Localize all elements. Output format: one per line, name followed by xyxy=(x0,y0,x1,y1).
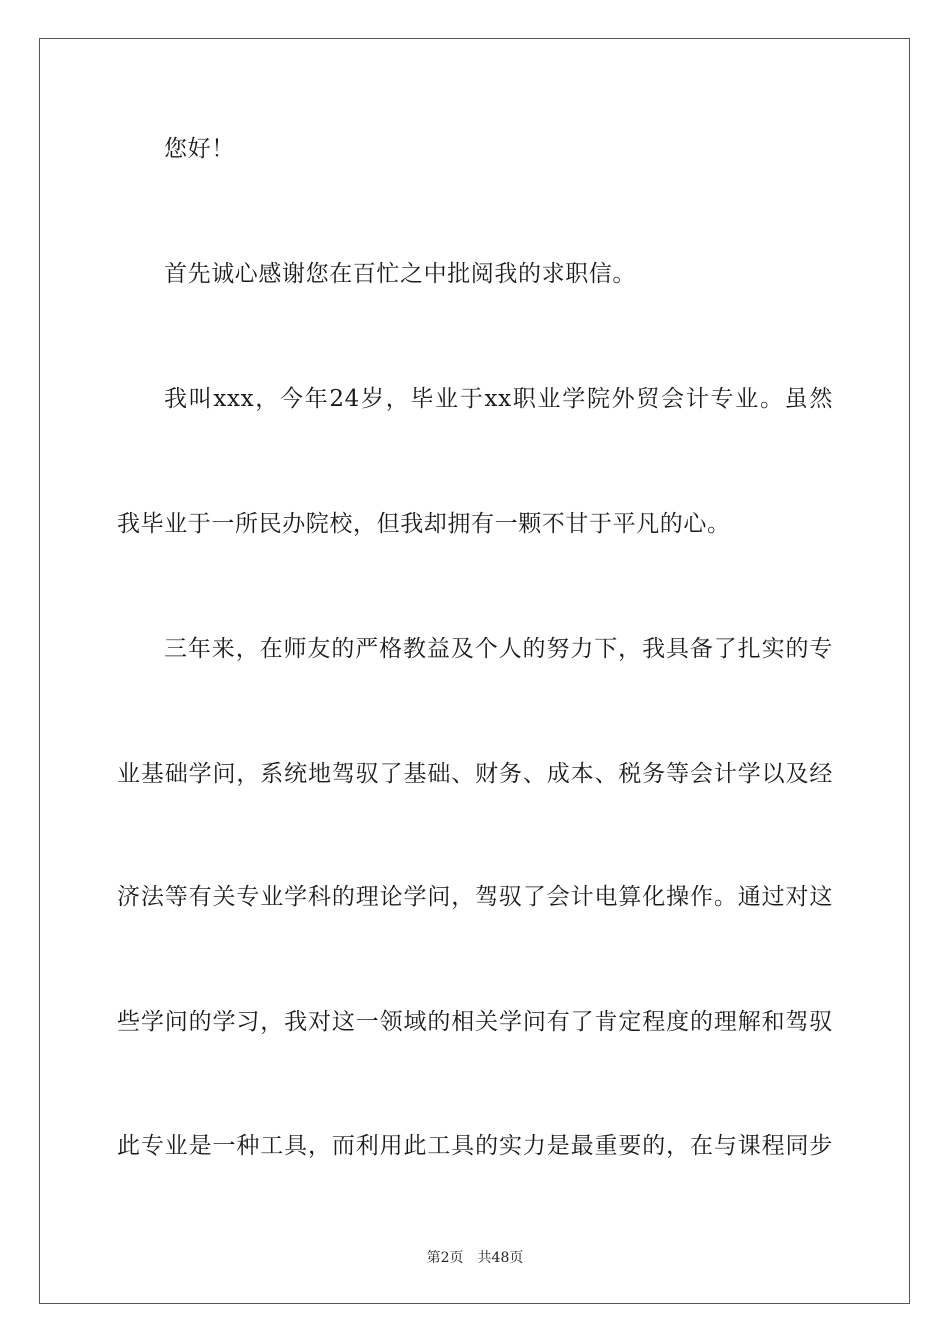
greeting-line: 您好！ xyxy=(164,136,235,162)
body-line-7: 些学问的学习，我对这一领域的相关学问有了肯定程度的理解和驾驭 xyxy=(117,1009,833,1035)
total-pages: 共48页 xyxy=(477,1250,524,1266)
body-line-4: 三年来，在师友的严格教益及个人的努力下，我具备了扎实的专 xyxy=(164,636,833,662)
body-line-3: 我毕业于一所民办院校，但我却拥有一颗不甘于平凡的心。 xyxy=(117,511,731,537)
body-line-2: 我叫xxx，今年24岁，毕业于xx职业学院外贸会计专业。虽然 xyxy=(164,386,833,412)
body-line-8: 此专业是一种工具，而利用此工具的实力是最重要的，在与课程同步 xyxy=(117,1133,833,1159)
page-number: 第2页 xyxy=(426,1250,464,1266)
body-line-5: 业基础学问，系统地驾驭了基础、财务、成本、税务等会计学以及经 xyxy=(117,761,833,787)
body-line-1: 首先诚心感谢您在百忙之中批阅我的求职信。 xyxy=(164,261,636,287)
page-footer xyxy=(0,1249,950,1267)
page-border xyxy=(39,38,910,1304)
body-line-6: 济法等有关专业学科的理论学问，驾驭了会计电算化操作。通过对这 xyxy=(117,884,833,910)
